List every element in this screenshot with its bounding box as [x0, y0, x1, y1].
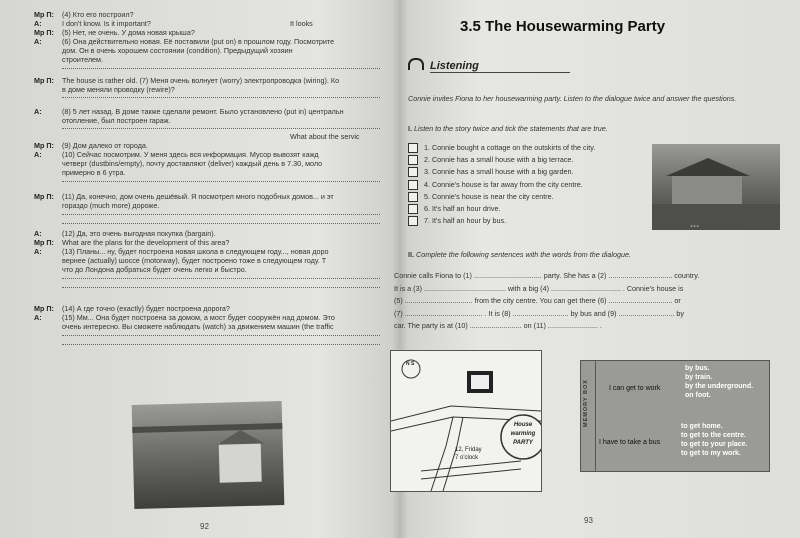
dialogue-line: в доме меняли проводку (rewire)?: [62, 85, 175, 94]
faded-bleedthrough-text: ...: [690, 218, 700, 230]
dialogue-line: (15) Мм... Она будет построена за домом, а мост будет сооружён над домом. Это: [62, 313, 335, 322]
memory-option: by the underground.: [685, 383, 754, 390]
answer-line: [62, 206, 380, 215]
dialogue-line: (9) Дом далеко от города.: [62, 141, 148, 150]
dialogue-line: очень интересно. Вы сможете наблюдать (watch) за движением машин (the traffic: [62, 322, 334, 331]
gap-fill-line: Connie calls Fiona to (1) .................................. party. She has a (2) ................................ country.: [394, 271, 700, 280]
speaker-label: Мр П:: [34, 76, 54, 85]
tick-checkbox[interactable]: [408, 192, 418, 202]
memory-box: [580, 360, 770, 472]
dialogue-line: (11) Да, конечно, дом очень дешёвый. Я посмотрел много подобных домов... и эт: [62, 192, 334, 201]
statement-row: [408, 155, 573, 165]
statement-row: [408, 143, 595, 153]
answer-line: [62, 89, 380, 98]
cottage-photo: [652, 144, 780, 230]
tick-checkbox[interactable]: [408, 143, 418, 153]
headphones-icon: [408, 58, 424, 70]
dialogue-line: что до Лондона добраться будет очень легко и быстро.: [62, 265, 247, 274]
memory-box-label: MEMORY BOX: [583, 379, 589, 427]
memory-option: to get home.: [681, 423, 723, 430]
dialogue-line: (14) А где точно (exactly) будет построена дорога?: [62, 304, 230, 313]
statement-row: [408, 180, 583, 190]
dialogue-line: The house is rather old. (7) Меня очень волнует (worry) электропроводка (wiring). Ко: [62, 76, 340, 85]
dialogue-line: отопление, был построен гараж.: [62, 116, 171, 125]
answer-line: [62, 336, 380, 345]
dialogue-line: What are the plans for the development of this area?: [62, 238, 230, 247]
bridge-house-photo: [132, 401, 285, 509]
intro-text: Connie invites Fiona to her housewarming party. Listen to the dialogue twice and answer the questions.: [408, 94, 737, 103]
dialogue-line: примерно в 6 утра.: [62, 168, 126, 177]
answer-line: [62, 173, 380, 182]
gap-fill-line: (5) .................................. from the city centre. You can get there (6) ................................ or: [394, 296, 681, 305]
gap-fill-line: car. The party is at (10) .......................... on (11) ......................... .: [394, 321, 602, 330]
tick-checkbox[interactable]: [408, 167, 418, 177]
dialogue-line: (10) Сейчас посмотрим. У меня здесь вся информация. Мусор вывозят кажд: [62, 150, 319, 159]
listening-heading: Listening: [408, 58, 479, 72]
statement-text: 6. It's half an hour drive.: [424, 204, 501, 213]
page-number-right: 93: [584, 516, 593, 525]
dialogue-line: (4) Кто его построил?: [62, 10, 134, 19]
statement-row: [408, 216, 506, 226]
answer-line: [62, 270, 380, 279]
dialogue-tail: What about the servic: [290, 132, 360, 141]
statement-text: 3. Connie has a small house with a big garden.: [424, 167, 574, 177]
memory-option: to get to your place.: [681, 441, 748, 448]
statement-row: [408, 192, 554, 202]
dialogue-line: четверг (dustbins/empty), почту доставляют (deliver) каждый день в 7.30, моло: [62, 159, 323, 168]
tick-checkbox[interactable]: [408, 155, 418, 165]
statement-text: 5. Connie's house is near the city centre.: [424, 191, 554, 201]
compass-label: N S: [406, 361, 415, 367]
statement-text: 2. Connie has a small house with a big terrace.: [424, 155, 574, 165]
directions-map: [390, 350, 542, 492]
dialogue-line: (12) Да, это очень выгодная покупка (bargain).: [62, 229, 216, 238]
map-note-date: 12, Friday: [455, 447, 482, 453]
task1-instruction: I. Listen to the story twice and tick the statements that are true.: [408, 124, 608, 133]
speaker-label: A:: [34, 37, 42, 46]
speaker-label: A:: [34, 107, 42, 116]
memory-stem-2: I have to take a bus: [599, 439, 661, 446]
statement-row: [408, 167, 573, 177]
dialogue-line: дом. Он в очень хорошем состоянии (condition). Предыдущий хозяин: [62, 46, 293, 55]
speaker-label: A:: [34, 313, 42, 322]
speaker-label: A:: [34, 247, 42, 256]
speaker-label: Мр П:: [34, 10, 54, 19]
memory-stem-1: I can get to work: [609, 385, 661, 392]
tick-checkbox[interactable]: [408, 180, 418, 190]
statement-row: [408, 204, 500, 214]
speaker-label: A:: [34, 150, 42, 159]
heading-underline: [430, 72, 570, 73]
speaker-label: A:: [34, 229, 42, 238]
gap-fill-line: It is a (3) ......................................... with a big (4) ................................... . Connie's house is: [394, 283, 684, 293]
speaker-label: Мр П:: [34, 238, 54, 247]
speaker-label: Мр П:: [34, 28, 54, 37]
memory-option: on foot.: [685, 392, 711, 399]
dialogue-line: (5) Нет, не очень. У дома новая крыша?: [62, 28, 195, 37]
dialogue-line: I don't know. Is it important?: [62, 19, 151, 28]
answer-line: [62, 215, 380, 224]
memory-option: by bus.: [685, 365, 710, 372]
answer-line: [62, 279, 380, 288]
dialogue-line: вернее (actually) шоссе (motorway), будет построено тоже в следующем году. Т: [62, 256, 327, 265]
task2-instruction: II. Complete the following sentences with the words from the dialogue.: [408, 250, 631, 259]
statement-text: 1. Connie bought a cottage on the outskirts of the city.: [424, 143, 596, 152]
memory-option: to get to my work.: [681, 450, 741, 457]
dialogue-line: строителем.: [62, 55, 103, 64]
memory-option: to get to the centre.: [681, 432, 746, 439]
memory-option: by train.: [685, 374, 713, 381]
answer-line: [62, 120, 380, 129]
dialogue-line: гораздо (much more) дороже.: [62, 201, 160, 210]
left-page: [0, 0, 396, 538]
section-title: 3.5 The Housewarming Party: [460, 18, 666, 35]
speaker-label: A:: [34, 19, 42, 28]
tick-checkbox[interactable]: [408, 204, 418, 214]
statement-text: 4. Connie's house is far away from the city centre.: [424, 179, 583, 189]
statement-text: 7. It's half an hour by bus.: [424, 216, 507, 226]
speaker-label: Мр П:: [34, 141, 54, 150]
map-note-time: 7 o'clock: [455, 455, 479, 461]
speaker-label: Мр П:: [34, 304, 54, 313]
page-number-left: 92: [200, 522, 209, 531]
dialogue-tail: It looks: [290, 19, 313, 28]
dialogue-line: (8) 5 лет назад. В доме также сделали ремонт. Было установлено (put in) центральн: [62, 107, 344, 116]
dialogue-line: (6) Она действительно новая. Её поставили (put on) в прошлом году. Посмотрите: [62, 37, 335, 46]
tick-checkbox[interactable]: [408, 216, 418, 226]
gap-fill-line: (7) ....................................... . It is (8) ............................ by bus and (9) ............................ by: [394, 308, 684, 318]
dialogue-line: (13) Планы... ну, будет построена новая школа в следующем году..., новая доро: [62, 247, 329, 256]
answer-line: [62, 60, 380, 69]
answer-line: [62, 327, 380, 336]
badge-text: House warming PARTY: [510, 422, 536, 446]
speaker-label: Мр П:: [34, 192, 54, 201]
